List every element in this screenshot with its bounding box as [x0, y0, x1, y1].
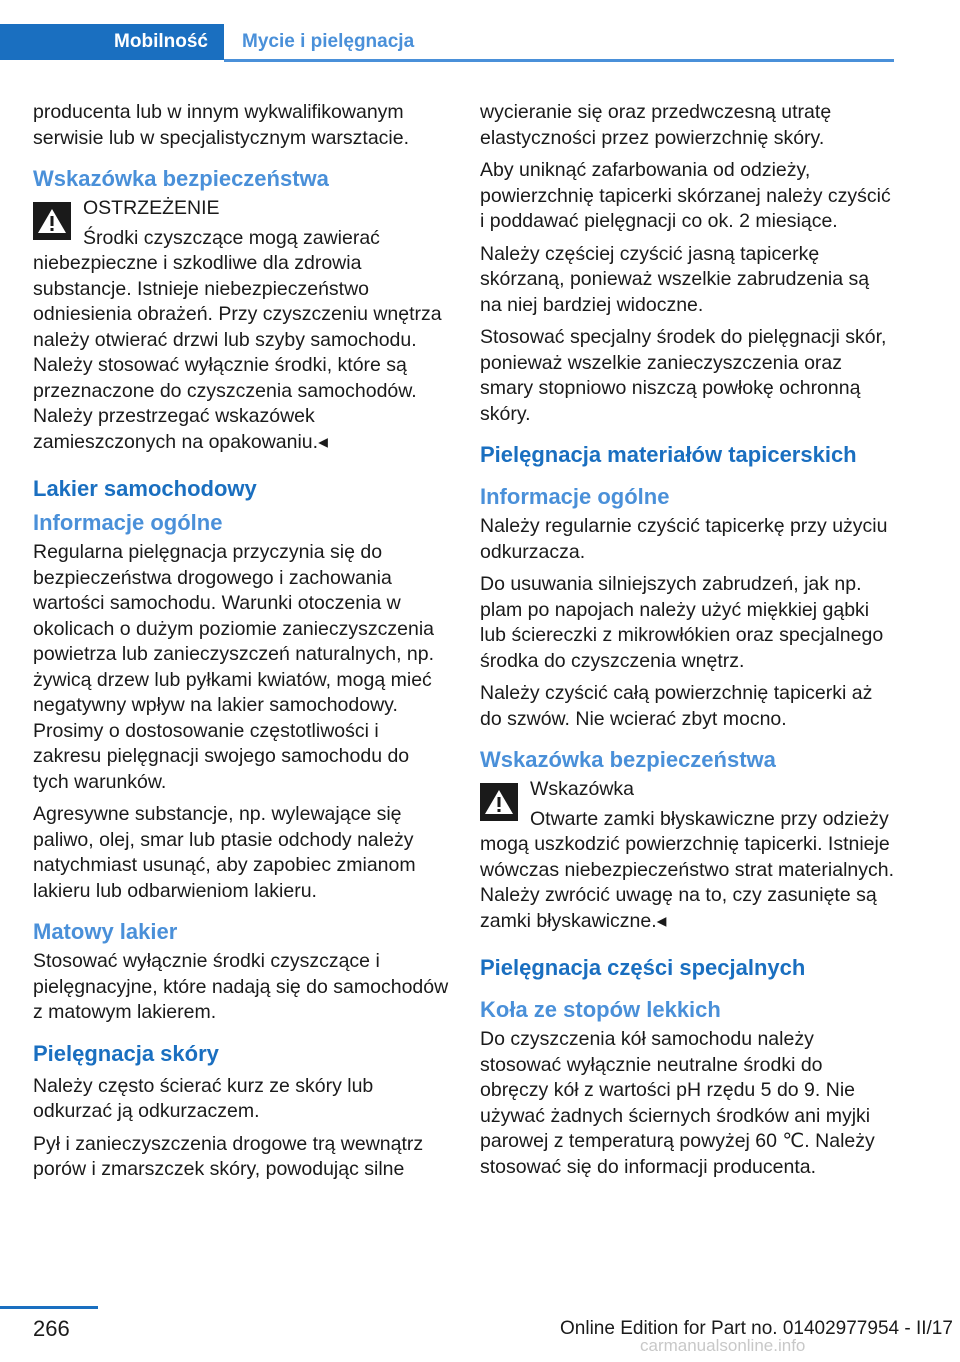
- general-info-heading: Informacje ogólne: [33, 510, 223, 535]
- paragraph: Aby uniknąć zafarbowania od odzieży, powierzchnię tapicerki skórzanej należy czyścić i poddawać pielęgnacji co ok. 2 miesiące.: [480, 159, 891, 232]
- footer-rule: [0, 1306, 98, 1309]
- special-parts-heading: Pielęgnacja części specjalnych: [480, 955, 806, 980]
- warning-label: OSTRZEŻENIE: [83, 197, 220, 219]
- note-block: [480, 777, 896, 934]
- matt-paint-heading: Matowy lakier: [33, 919, 178, 944]
- paragraph: wycieranie się oraz przedwczesną utratę elastyczności przez powierzchnię skóry.: [480, 101, 832, 149]
- alloy-wheels-heading: Koła ze stopów lekkich: [480, 997, 721, 1022]
- paragraph: Należy regularnie czyścić tapicerkę przy użyciu odkurzacza.: [480, 515, 888, 563]
- general-info-heading: Informacje ogólne: [480, 484, 670, 509]
- paint-heading: Lakier samochodowy: [33, 476, 257, 501]
- paragraph: Należy czyścić całą powierzchnię tapicerki aż do szwów. Nie wcierać zbyt mocno.: [480, 682, 873, 730]
- warning-triangle-icon: [33, 202, 71, 240]
- paragraph: Należy często ścierać kurz ze skóry lub odkurzać ją odkurzaczem.: [33, 1074, 374, 1122]
- safety-heading: Wskazówka bezpieczeństwa: [480, 747, 776, 772]
- header-rule: [224, 59, 894, 62]
- warning-block: [33, 196, 449, 455]
- paragraph: Stosować wyłącznie środki czyszczące i pielęgnacyjne, które nadają się do samochodów z matowym lakierem.: [33, 950, 449, 1023]
- watermark: carmanualsonline.info: [640, 1336, 806, 1355]
- upholstery-care-heading: Pielęgnacja materiałów tapicerskich: [480, 442, 857, 467]
- paragraph: producenta lub w innym wykwalifikowanym serwisie lub w specjalistycznym warsztacie.: [33, 101, 410, 149]
- paragraph: Do czyszczenia kół samochodu należy stosować wyłącznie neutralne środki do obręczy kół z wartości pH rzędu 5 do 9. Nie używać żadnych ściernych środków ani myjki parowej z temperaturą powyżej 60 ℃. Należy stosować się do informacji producenta.: [480, 1028, 875, 1178]
- page-header: [0, 0, 960, 62]
- note-text: Otwarte zamki błyskawiczne przy odzieży mogą uszkodzić powierzchnię tapicerki. Istnieje wówczas niebezpieczeństwo strat materialnych. Należy zwrócić uwagę na to, czy zasunięte są zamki błyskawiczne.◂: [480, 807, 895, 932]
- paragraph: Pył i zanieczyszczenia drogowe trą wewnątrz porów i zmarszczek skóry, powodując silne: [33, 1132, 424, 1180]
- edition-note: Online Edition for Part no. 01402977954 - II/17: [560, 1318, 953, 1339]
- right-column: [480, 100, 896, 1187]
- page-number: 266: [33, 1316, 70, 1341]
- paragraph: Stosować specjalny środek do pielęgnacji skór, ponieważ wszelkie zanieczyszczenia oraz smary stopniowo niszczą powłokę ochronną skóry.: [480, 326, 887, 425]
- paragraph: Regularna pielęgnacja przyczynia się do bezpieczeństwa drogowego i zachowania wartości samochodu. Warunki otoczenia w okolicach o dużym poziomie zanieczyszczenia powietrza lub zanieczyszczeń naturalnych, np. żywicą drzew lub pyłkami kwiatów, mogą mieć negatywny wpływ na lakier samochodowy. Prosimy o dostosowanie częstotliwości i zakresu pielęgnacji swojego samochodu do tych warunków.: [33, 541, 435, 793]
- section-tab-washing-care: Mycie i pielęgnacja: [242, 31, 415, 52]
- section-tab-mobility: Mobilność: [0, 24, 224, 60]
- warning-text: Środki czyszczące mogą zawierać niebezpieczne i szkodliwe dla zdrowia substancje. Istnieje niebezpieczeństwo odniesienia obrażeń. Przy czyszczeniu wnętrza należy otwierać drzwi lub szyby samochodu. Należy stosować wyłącznie środki, które są przeznaczone do czyszczenia samochodów. Należy przestrzegać wskazówek zamieszczonych na opakowaniu.◂: [33, 226, 442, 453]
- paragraph: Do usuwania silniejszych zabrudzeń, jak np. plam po napojach należy użyć miękkiej gąbki lub ściereczki z mikrowłókien oraz specjalnego środka do czyszczenia wnętrz.: [480, 573, 884, 672]
- safety-heading: Wskazówka bezpieczeństwa: [33, 166, 329, 191]
- paragraph: Agresywne substancje, np. wylewające się paliwo, olej, smar lub ptasie odchody należy natychmiast usunąć, aby zapobiec zmianom lakieru lub odbarwieniom lakieru.: [33, 803, 416, 902]
- left-column: [33, 100, 449, 1190]
- warning-triangle-icon: [480, 783, 518, 821]
- leather-care-heading: Pielęgnacja skóry: [33, 1040, 219, 1066]
- note-label: Wskazówka: [530, 778, 635, 800]
- paragraph: Należy częściej czyścić jasną tapicerkę skórzaną, ponieważ wszelkie zabrudzenia są na niej bardziej widoczne.: [480, 242, 870, 316]
